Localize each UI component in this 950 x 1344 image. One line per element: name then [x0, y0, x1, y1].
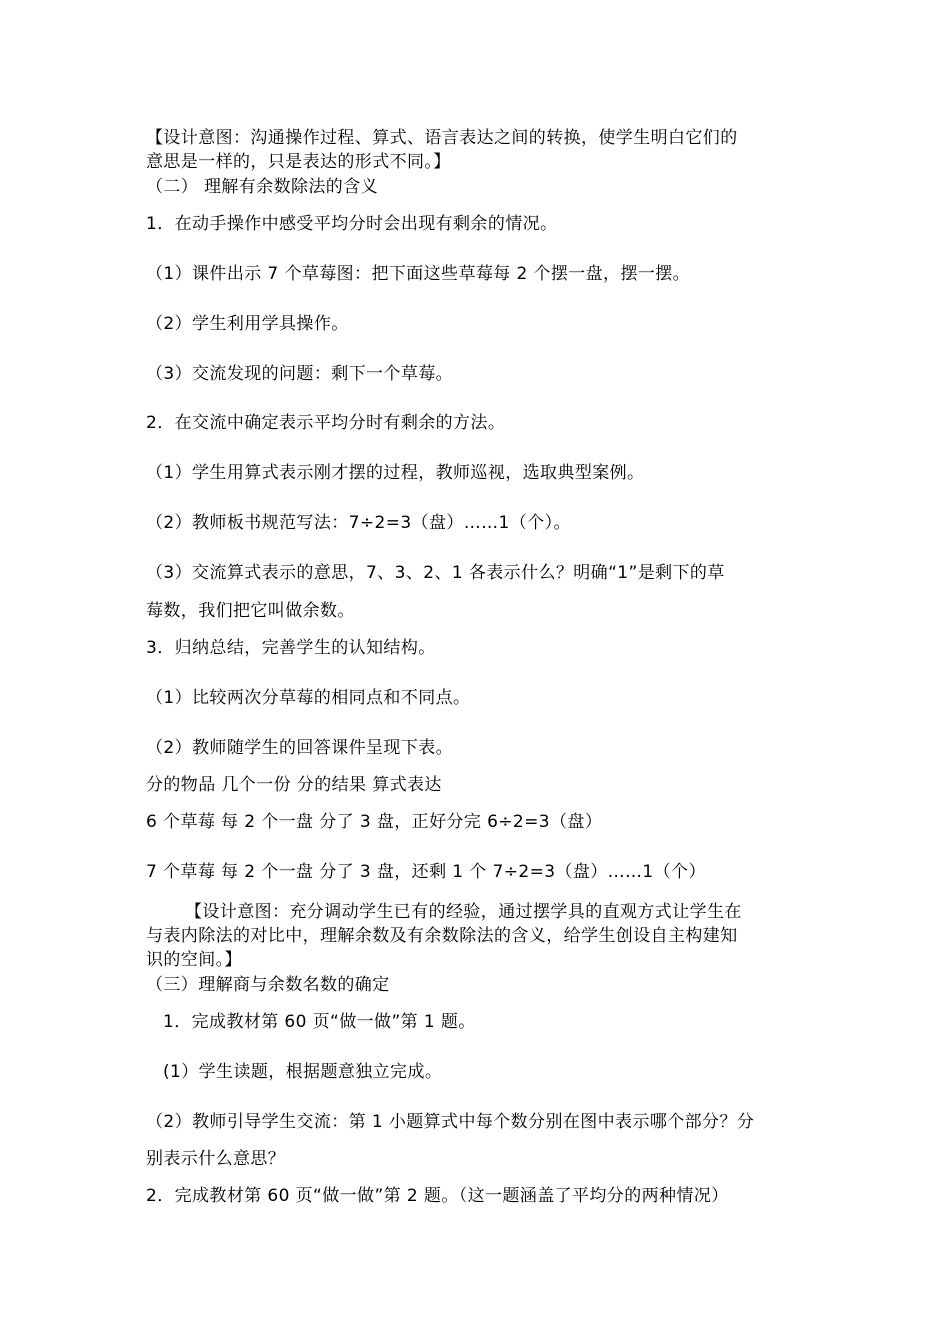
design-intent-1-line-1: 【设计意图：沟通操作过程、算式、语言表达之间的转换，使学生明白它们的	[146, 128, 738, 148]
step-2-item-2: （2）教师板书规范写法：7÷2=3（盘）……1（个）。	[146, 513, 571, 533]
design-intent-1-line-2: 意思是一样的，只是表达的形式不同。】	[146, 152, 451, 172]
exercise-1-item-2-line-2: 别表示什么意思？	[146, 1149, 286, 1169]
step-3-heading: 3．归纳总结，完善学生的认知结构。	[146, 638, 436, 658]
exercise-1-item-2-line-1: （2）教师引导学生交流：第 1 小题算式中每个数分别在图中表示哪个部分？分	[146, 1112, 755, 1132]
section-heading-2: （二） 理解有余数除法的含义	[146, 177, 379, 197]
exercise-2-heading: 2．完成教材第 60 页“做一做”第 2 题。（这一题涵盖了平均分的两种情况）	[146, 1186, 729, 1206]
section-heading-3: （三）理解商与余数名数的确定	[146, 975, 390, 995]
step-1-item-1: （1）课件出示 7 个草莓图：把下面这些草莓每 2 个摆一盘，摆一摆。	[146, 264, 691, 284]
table-row-1: 6 个草莓 每 2 个一盘 分了 3 盘，正好分完 6÷2=3（盘）	[146, 812, 603, 832]
step-2-heading: 2．在交流中确定表示平均分时有剩余的方法。	[146, 413, 506, 433]
design-intent-2-line-1: 【设计意图：充分调动学生已有的经验，通过摆学具的直观方式让学生在	[185, 902, 742, 922]
step-3-item-2: （2）教师随学生的回答课件呈现下表。	[146, 738, 454, 758]
table-row-2: 7 个草莓 每 2 个一盘 分了 3 盘，还剩 1 个 7÷2=3（盘）……1（个）	[146, 862, 706, 882]
step-1-item-2: （2）学生利用学具操作。	[146, 314, 349, 334]
design-intent-2-line-2: 与表内除法的对比中，理解余数及有余数除法的含义，给学生创设自主构建知	[146, 926, 738, 946]
design-intent-2-line-3: 识的空间。】	[146, 950, 242, 970]
exercise-1-item-1: (1）学生读题，根据题意独立完成。	[163, 1062, 443, 1082]
step-2-item-1: （1）学生用算式表示刚才摆的过程，教师巡视，选取典型案例。	[146, 463, 645, 483]
step-1-item-3: （3）交流发现的问题：剩下一个草莓。	[146, 364, 454, 384]
step-1-heading: 1．在动手操作中感受平均分时会出现有剩余的情况。	[146, 214, 558, 234]
step-2-item-3-line-1: （3）交流算式表示的意思，7、3、2、1 各表示什么？明确“1”是剩下的草	[146, 563, 725, 583]
table-header-row: 分的物品 几个一份 分的结果 算式表达	[146, 775, 442, 795]
exercise-1-heading: 1．完成教材第 60 页“做一做”第 1 题。	[163, 1012, 476, 1032]
step-2-item-3-line-2: 莓数，我们把它叫做余数。	[146, 601, 355, 621]
step-3-item-1: （1）比较两次分草莓的相同点和不同点。	[146, 688, 471, 708]
